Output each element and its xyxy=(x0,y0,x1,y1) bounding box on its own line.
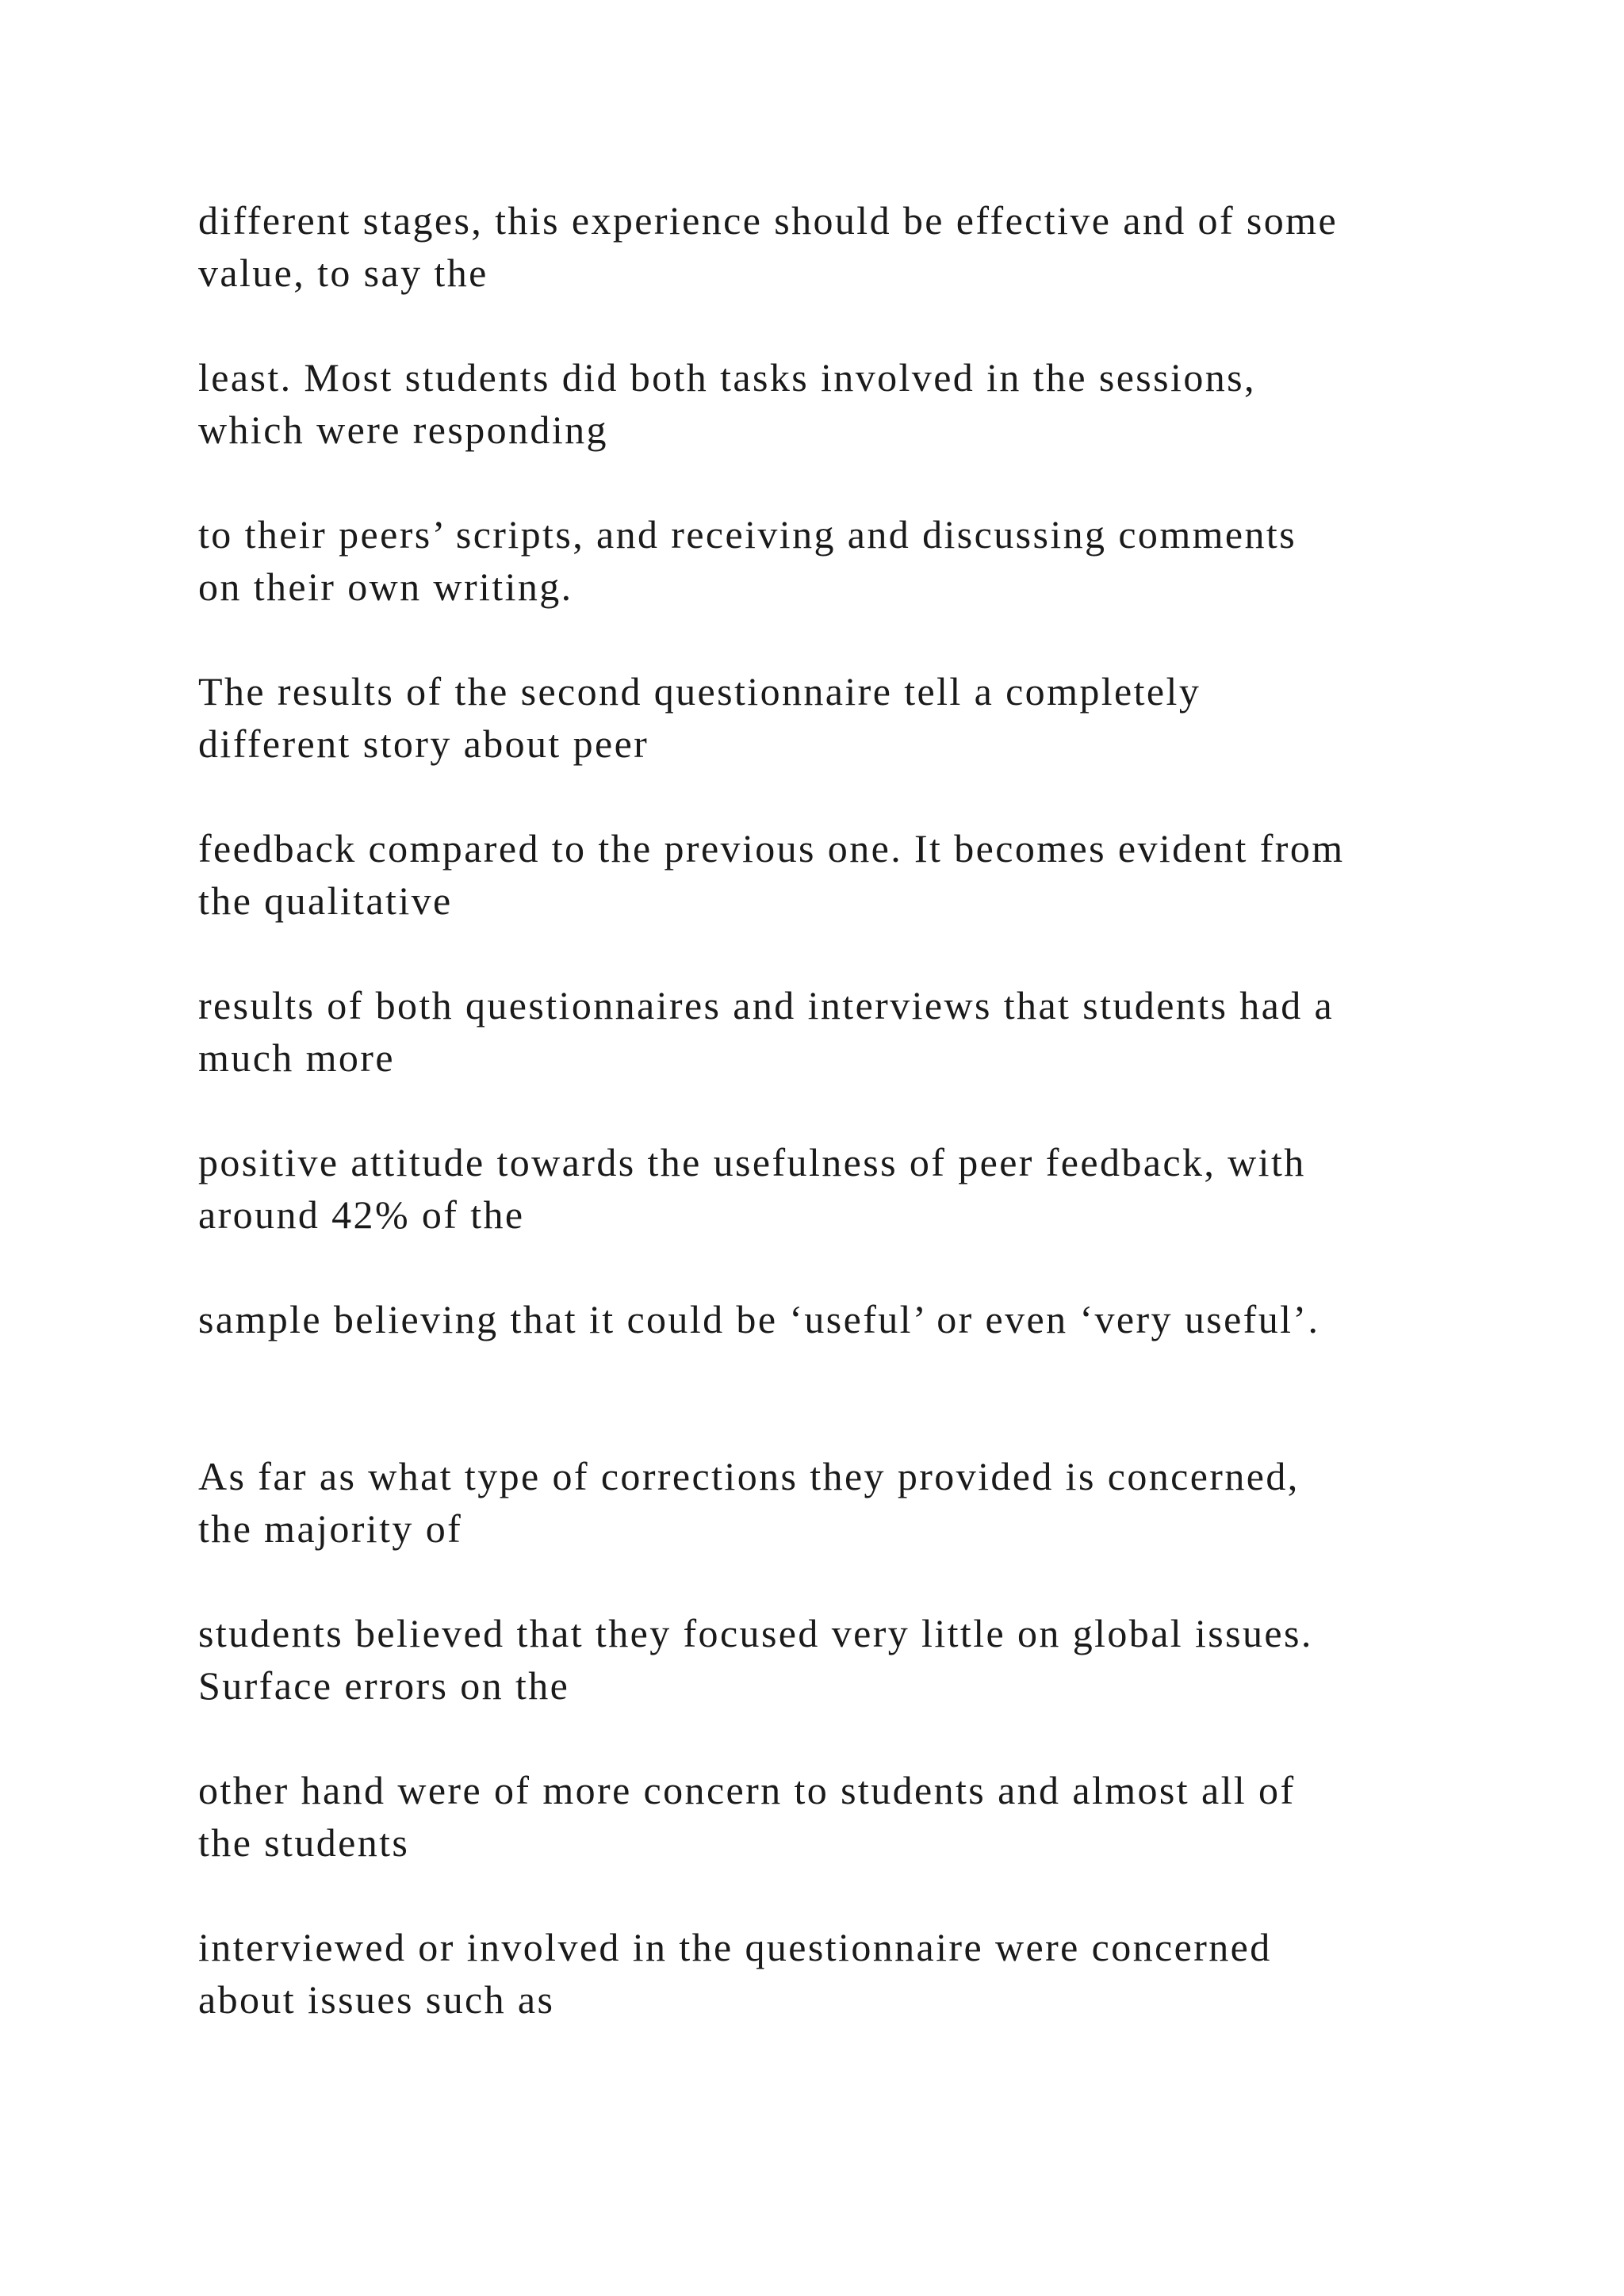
text-line: Surface errors on the xyxy=(198,1663,570,1708)
text-line: much more xyxy=(198,1035,395,1080)
paragraph-5 xyxy=(198,822,1467,927)
paragraph-1 xyxy=(198,194,1467,299)
paragraph-10 xyxy=(198,1607,1467,1712)
paragraph-9 xyxy=(198,1450,1467,1555)
paragraph-8 xyxy=(198,1293,1467,1345)
text-line: the majority of xyxy=(198,1506,463,1551)
paragraph-12 xyxy=(198,1921,1467,2026)
text-line: least. Most students did both tasks involved in the sessions, xyxy=(198,355,1256,400)
text-line: on their own writing. xyxy=(198,564,573,609)
text-line: around 42% of the xyxy=(198,1192,525,1237)
text-line: feedback compared to the previous one. It becomes evident from xyxy=(198,826,1345,871)
text-line: different stages, this experience should be effective and of some xyxy=(198,198,1339,243)
text-line: different story about peer xyxy=(198,721,649,766)
text-line: other hand were of more concern to students and almost all of xyxy=(198,1768,1296,1812)
text-line: interviewed or involved in the questionnaire were concerned xyxy=(198,1925,1272,1969)
paragraph-7 xyxy=(198,1136,1467,1241)
text-line: results of both questionnaires and interviews that students had a xyxy=(198,983,1335,1027)
text-line: to their peers’ scripts, and receiving and discussing comments xyxy=(198,512,1297,557)
text-line: the students xyxy=(198,1820,410,1865)
text-line: students believed that they focused very little on global issues. xyxy=(198,1611,1313,1655)
paragraph-6 xyxy=(198,979,1467,1084)
text-line: sample believing that it could be ‘useful’ or even ‘very useful’. xyxy=(198,1297,1320,1341)
paragraph-3 xyxy=(198,508,1467,613)
paragraph-11 xyxy=(198,1764,1467,1869)
text-line: value, to say the xyxy=(198,251,488,295)
document-body xyxy=(198,194,1467,2078)
paragraph-4 xyxy=(198,665,1467,770)
text-line: which were responding xyxy=(198,408,608,452)
text-line: The results of the second questionnaire tell a completely xyxy=(198,669,1201,714)
text-line: the qualitative xyxy=(198,878,453,923)
text-line: As far as what type of corrections they provided is concerned, xyxy=(198,1454,1300,1498)
paragraph-2 xyxy=(198,351,1467,456)
text-line: positive attitude towards the usefulness of peer feedback, with xyxy=(198,1140,1306,1184)
text-line: about issues such as xyxy=(198,1977,555,2022)
